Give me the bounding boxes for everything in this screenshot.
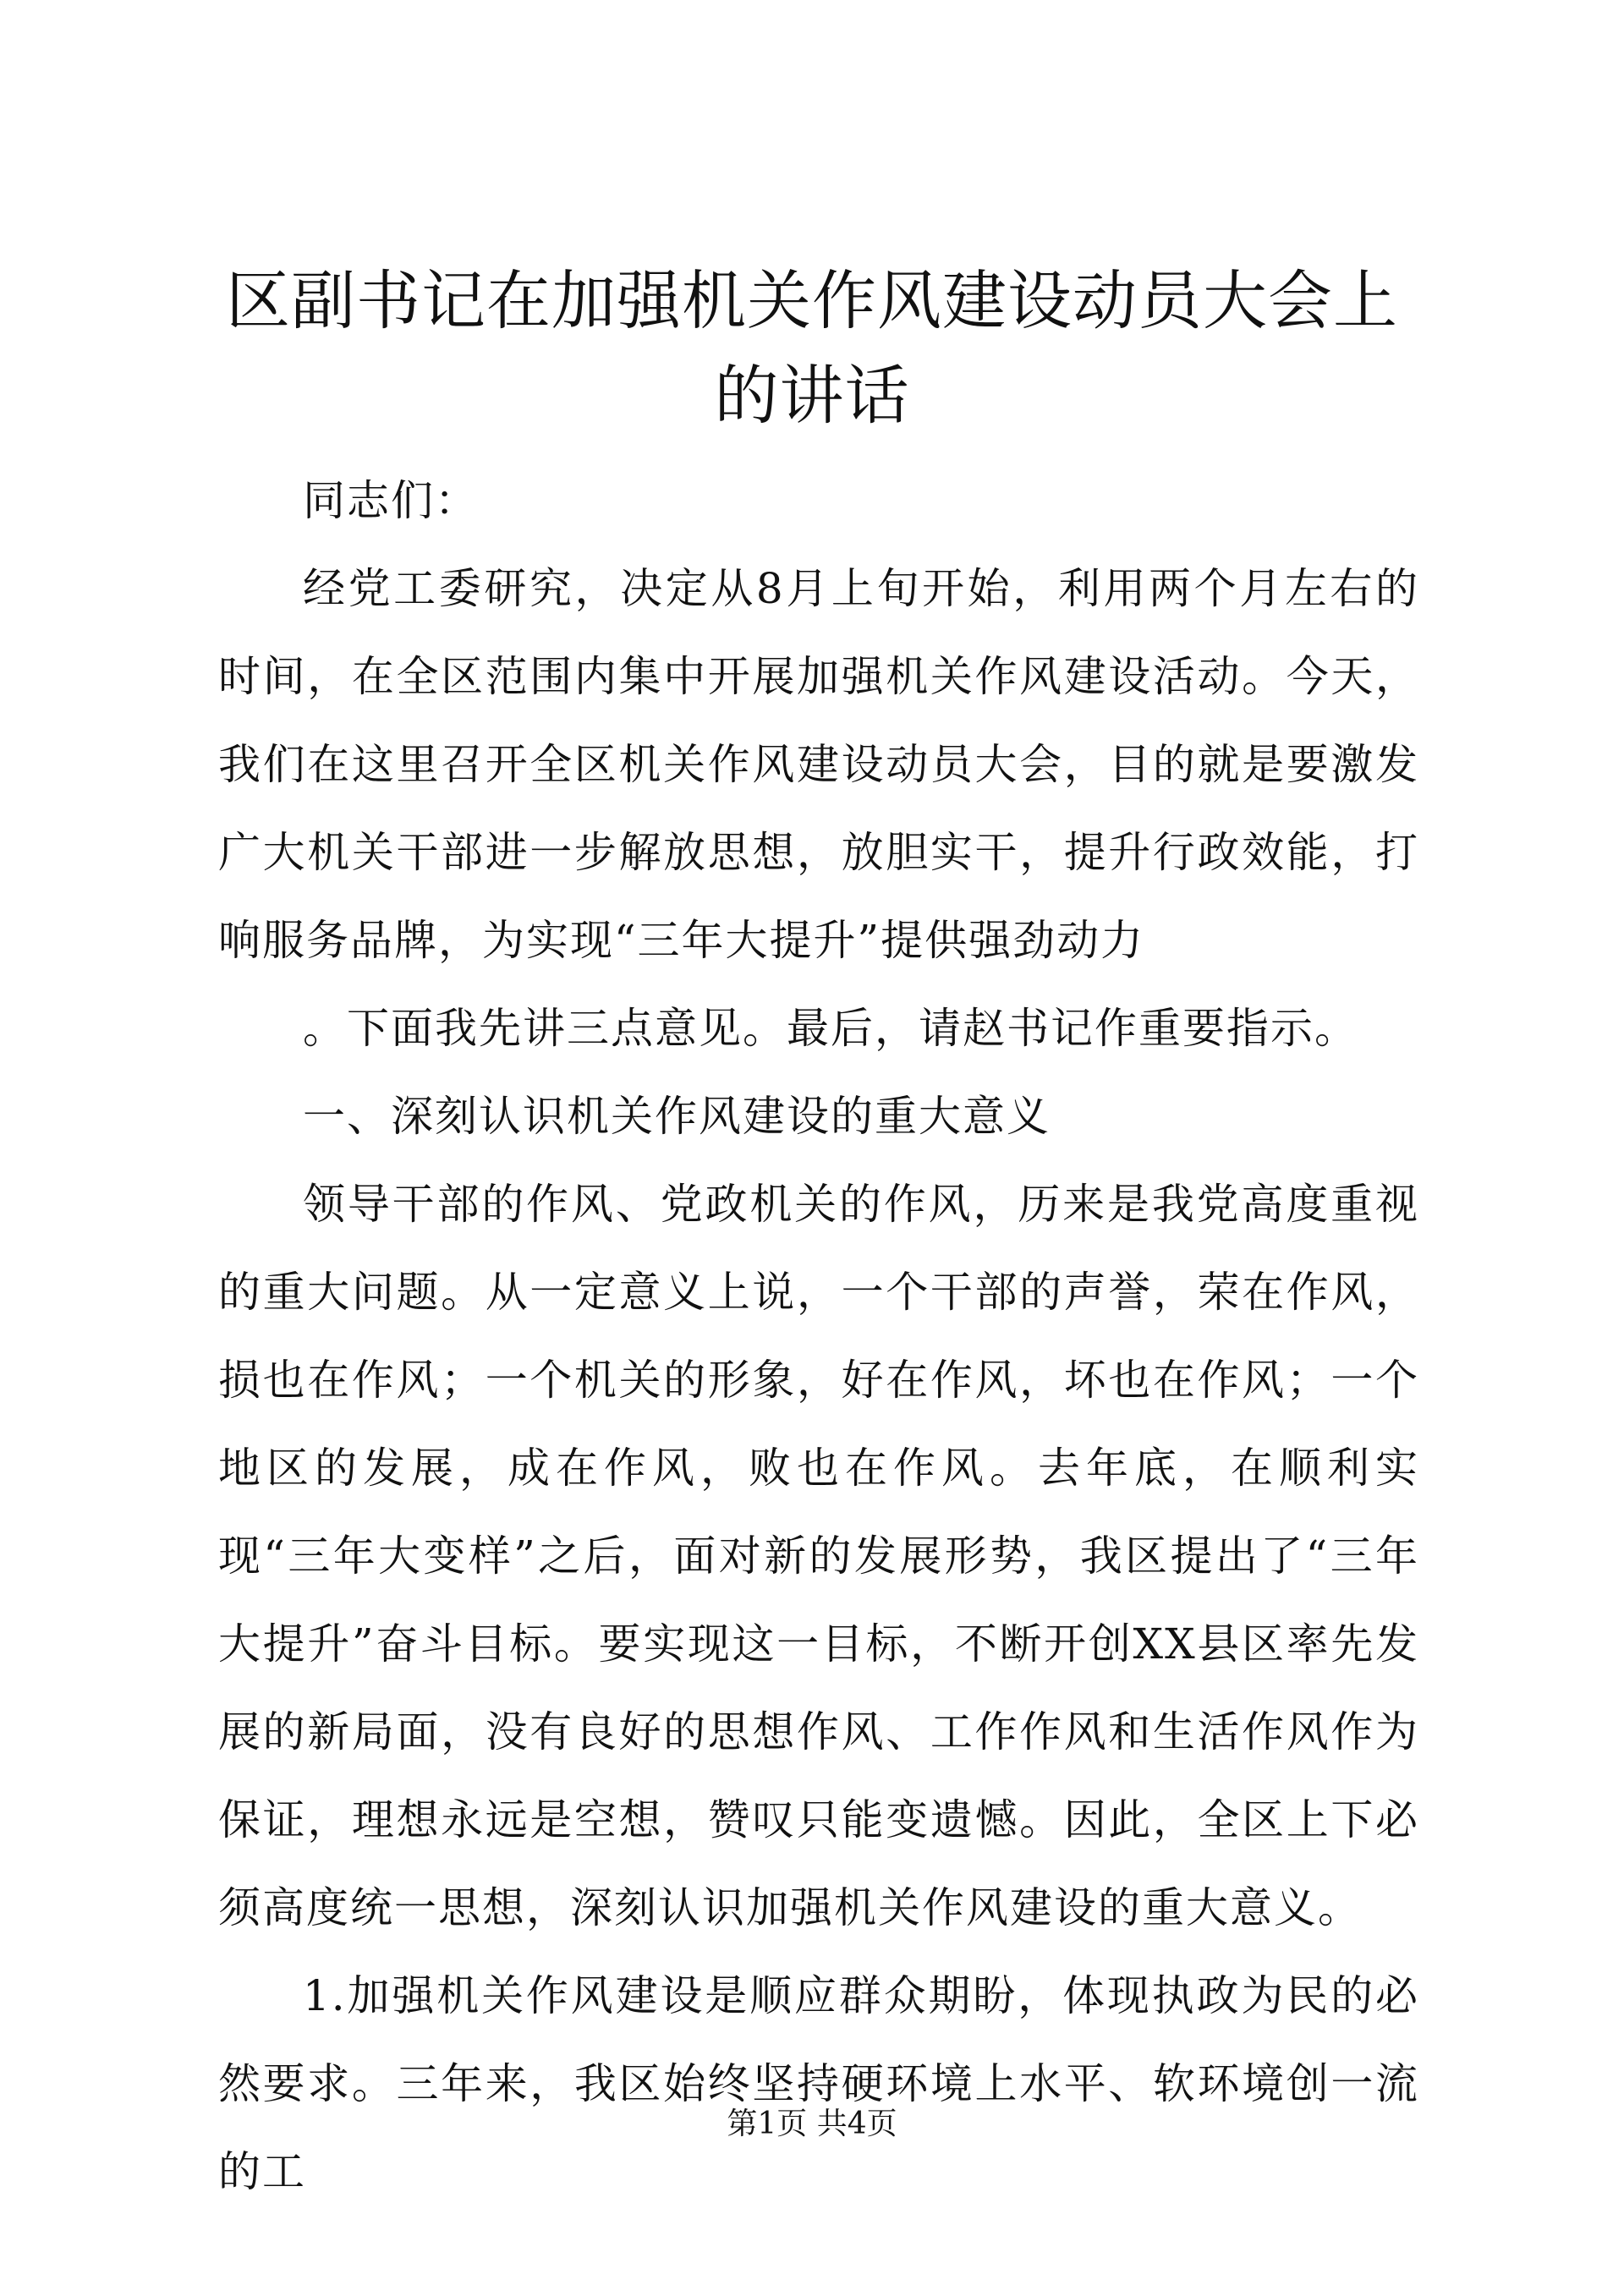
document-body [218, 457, 1419, 2216]
section-heading-1: 一、深刻认识机关作风建设的重大意义 [303, 1092, 1051, 1141]
paragraph-point-1: 1.加强机关作风建设是顺应群众期盼，体现执政为民的必然要求。三年来，我区始终坚持硬环境上水平、软环境创一流的工 [218, 1971, 1419, 2196]
paragraph-intro: 经党工委研究，决定从8月上旬开始，利用两个月左右的时间，在全区范围内集中开展加强机关作风建设活动。今天，我们在这里召开全区机关作风建设动员大会，目的就是要激发广大机关干部进一步解放思想，放胆实干，提升行政效能，打响服务品牌，为实现“三年大提升”提供强劲动力 [218, 564, 1419, 965]
paragraph-outline: 。下面我先讲三点意见。最后，请赵书记作重要指示。 [303, 1004, 1358, 1053]
paragraph-significance: 领导干部的作风、党政机关的作风，历来是我党高度重视的重大问题。从一定意义上说，一个干部的声誉，荣在作风，损也在作风；一个机关的形象，好在作风，坏也在作风；一个地区的发展，成在作风，败也在作风。去年底，在顺利实现“三年大变样”之后，面对新的发展形势，我区提出了“三年大提升”奋斗目标。要实现这一目标，不断开创XX县区率先发展的新局面，没有良好的思想作风、工作作风和生活作风作为保证，理想永远是空想，赞叹只能变遗憾。因此，全区上下必须高度统一思想，深刻认识加强机关作风建设的重大意义。 [218, 1180, 1419, 1932]
page-footer: 第1页 共4页 [727, 2107, 897, 2141]
document-title: 区副书记在加强机关作风建设动员大会上的讲话 [226, 263, 1398, 433]
salutation: 同志们： [303, 476, 479, 525]
